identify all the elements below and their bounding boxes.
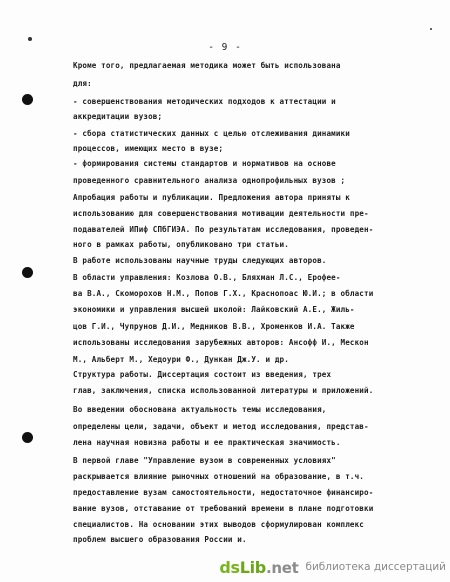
punch-hole-3 [22,432,33,443]
text-line: - сбора статистических данных с целью отслеживания динамики [73,129,350,138]
logo-net: .net [265,558,299,577]
logo-lib: Lib [239,557,266,577]
scan-speck [28,37,32,41]
text-line: для: [73,79,92,88]
text-line: специалистов. На основании этих выводов сформулирован комплекс [73,520,365,529]
text-line: ва В.А., Скоморохов Н.М., Попов Г.Х., Краснопоас Ю.И.; в области [73,289,374,298]
text-line: лена научная новизна работы и ее практическая значимость. [73,438,341,447]
text-line: Во введении обоснована актуальность темы исследования, [73,405,327,414]
text-line: Апробация работы и публикации. Предложения автора приняты к [73,193,350,202]
text-line: экономики и управления высшей школой: Лайковский А.Е., Жиль- [73,305,355,314]
text-line: цов Г.И., Чупрунов Д.И., Медников В.В., Хроменков И.А. Также [73,322,355,331]
text-line: Кроме того, предлагаемая методика может быть использована [73,61,341,70]
text-line: аккредитации вузов; [73,112,163,121]
text-line: вание вузов, отставание от требований времени в плане подготовки [73,504,374,513]
dslib-watermark [219,556,446,578]
text-line: проблем высшего образования России и. [73,535,247,544]
text-line: - формирования системы стандартов и нормативов на основе [73,159,336,168]
text-line: Структура работы. Диссертация состоит из введения, трех [73,370,332,379]
dslib-logo [219,558,298,577]
text-line: определены цели, задачи, объект и метод исследования, представ- [73,422,369,431]
text-line: В первой главе "Управление вузом в современных условиях" [73,456,336,465]
text-line: проведенного сравнительного анализа однопрофильных вузов ; [73,176,346,185]
punch-hole-1 [22,94,33,105]
text-line: В работе использованы научные труды следующих авторов. [73,256,327,265]
text-line: использованы исследования зарубежных авторов: Ансофф И., Мескон [73,338,369,347]
text-line: процессов, имеющих место в вузе; [73,144,224,153]
text-line: - совершенствования методических подходов к аттестации и [73,97,336,106]
text-line: предоставление вузам самостоятельности, недостаточное финансиро- [73,488,374,497]
text-line: глав, заключения, списка использованной литературы и приложений. [73,386,374,395]
text-line: М., Альберт М., Хедоури Ф., Дункан Дж.У. и др. [73,355,289,364]
text-line: подавателей ИПиф СПбГИЭА. По результатам исследования, проведен- [73,225,374,234]
punch-hole-2 [22,267,33,278]
text-line: использованию для совершенствования мотивации деятельности пре- [73,209,369,218]
scan-speck [430,28,432,30]
page-number: - 9 - [208,42,242,53]
watermark-subtitle: библиотека диссертаций [305,561,446,573]
text-line: В области управления: Козлова О.В., Бляхман Л.С., Ерофее- [73,273,341,282]
text-line: ного в рамках работы, опубликовано три статьи. [73,240,289,249]
text-line: раскрывается влияние рыночных отношений на образование, в т.ч. [73,472,365,481]
logo-ds: ds [219,557,240,577]
